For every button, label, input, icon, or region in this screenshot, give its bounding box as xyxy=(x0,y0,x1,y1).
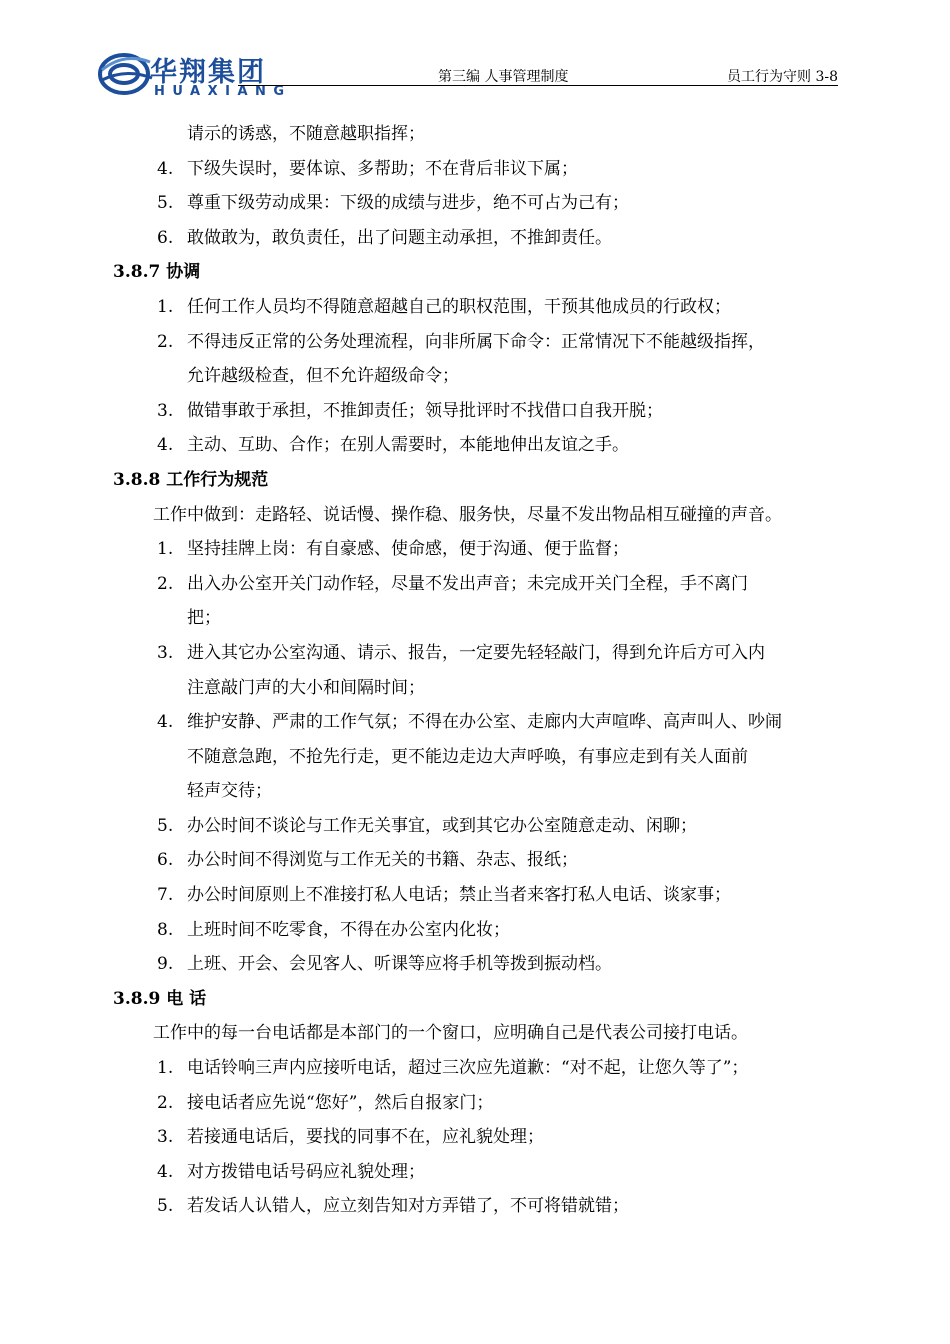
list-number: 5. xyxy=(157,815,174,836)
line-text: 请示的诱惑，不随意越职指挥； xyxy=(187,124,425,144)
list-item xyxy=(0,325,950,360)
list-text: 下级失误时，要体谅、多帮助；不在背后非议下属； xyxy=(187,158,578,179)
list-text: 维护安静、严肃的工作气氛；不得在办公室、走廊内大声喧哗、高声叫人、吵闹 xyxy=(187,712,782,733)
list-item xyxy=(0,1155,950,1190)
list-item xyxy=(0,636,950,671)
list-number: 9. xyxy=(157,954,174,975)
list-item xyxy=(0,394,950,429)
list-number: 4. xyxy=(157,435,174,456)
list-item-continuation xyxy=(0,117,950,152)
list-item xyxy=(0,290,950,325)
list-number: 8. xyxy=(157,919,174,940)
list-number: 4. xyxy=(157,158,174,179)
logo-english-name: HUAXIANG xyxy=(154,84,292,99)
list-number: 6. xyxy=(157,227,174,248)
line-text: 把； xyxy=(187,608,221,629)
section-heading xyxy=(0,982,950,1017)
list-text: 主动、互助、合作；在别人需要时，本能地伸出友谊之手。 xyxy=(187,435,629,456)
line-text: 不随意急跑，不抢先行走，更不能边走边大声呼唤，有事应走到有关人面前 xyxy=(187,746,748,767)
list-number: 3. xyxy=(157,400,174,421)
document-body xyxy=(0,117,950,1224)
list-number: 2. xyxy=(157,331,174,352)
list-text: 做错事敢于承担，不推卸责任；领导批评时不找借口自我开脱； xyxy=(187,400,663,421)
list-text: 尊重下级劳动成果：下级的成绩与进步，绝不可占为己有； xyxy=(187,193,629,214)
logo-chinese-name: 华翔集团 xyxy=(150,57,266,88)
list-item xyxy=(0,1120,950,1155)
list-item xyxy=(0,1086,950,1121)
section-heading-text: 3.8.9 电 话 xyxy=(113,988,207,1009)
line-text: 允许越级检查，但不允许超级命令； xyxy=(187,366,459,387)
line-text: 轻声交待； xyxy=(187,781,272,802)
list-item xyxy=(0,843,950,878)
section-title: 第三编 人事管理制度 xyxy=(438,69,569,85)
page-reference: 员工行为守则 3-8 xyxy=(727,69,838,85)
list-number: 3. xyxy=(157,642,174,663)
list-text: 上班时间不吃零食，不得在办公室内化妆； xyxy=(187,919,510,940)
list-text: 敢做敢为，敢负责任，出了问题主动承担，不推卸责任。 xyxy=(187,227,612,248)
list-item-continuation xyxy=(0,774,950,809)
list-item xyxy=(0,567,950,602)
list-item xyxy=(0,186,950,221)
list-number: 1. xyxy=(157,539,174,560)
list-text: 上班、开会、会见客人、听课等应将手机等拨到振动档。 xyxy=(187,954,612,975)
list-number: 5. xyxy=(157,193,174,214)
list-text: 进入其它办公室沟通、请示、报告，一定要先轻轻敲门，得到允许后方可入内 xyxy=(187,642,765,663)
list-text: 办公时间原则上不准接打私人电话；禁止当者来客打私人电话、谈家事； xyxy=(187,885,731,906)
list-number: 2. xyxy=(157,1092,174,1113)
paragraph xyxy=(0,1016,950,1051)
list-item xyxy=(0,1051,950,1086)
list-item xyxy=(0,221,950,256)
list-number: 3. xyxy=(157,1127,174,1148)
section-heading xyxy=(0,463,950,498)
list-item-continuation xyxy=(0,359,950,394)
list-number: 4. xyxy=(157,712,174,733)
section-heading-text: 3.8.8 工作行为规范 xyxy=(113,469,269,490)
list-text: 若发话人认错人，应立刻告知对方弄错了，不可将错就错； xyxy=(187,1196,629,1217)
list-item xyxy=(0,1189,950,1224)
list-text: 接电话者应先说“您好”，然后自报家门； xyxy=(187,1092,494,1113)
list-number: 7. xyxy=(157,885,174,906)
page-header xyxy=(98,38,838,100)
list-text: 任何工作人员均不得随意超越自己的职权范围，干预其他成员的行政权； xyxy=(187,296,731,317)
list-item xyxy=(0,809,950,844)
list-text: 电话铃响三声内应接听电话，超过三次应先道歉：“对不起，让您久等了”； xyxy=(187,1058,749,1079)
section-heading-text: 3.8.7 协调 xyxy=(113,262,201,283)
list-text: 办公时间不得浏览与工作无关的书籍、杂志、报纸； xyxy=(187,850,578,871)
list-item xyxy=(0,152,950,187)
list-item xyxy=(0,532,950,567)
company-logo xyxy=(98,44,292,100)
list-item xyxy=(0,428,950,463)
list-number: 4. xyxy=(157,1161,174,1182)
list-item-continuation xyxy=(0,671,950,706)
section-heading xyxy=(0,255,950,290)
list-text: 对方拨错电话号码应礼貌处理； xyxy=(187,1161,425,1182)
list-text: 办公时间不谈论与工作无关事宜，或到其它办公室随意走动、闲聊； xyxy=(187,815,697,836)
paragraph xyxy=(0,498,950,533)
list-item-continuation xyxy=(0,601,950,636)
line-text: 工作中做到：走路轻、说话慢、操作稳、服务快，尽量不发出物品相互碰撞的声音。 xyxy=(153,504,782,525)
list-text: 坚持挂牌上岗：有自豪感、使命感，便于沟通、便于监督； xyxy=(187,539,629,560)
list-text: 出入办公室开关门动作轻，尽量不发出声音；未完成开关门全程，手不离门 xyxy=(187,573,748,594)
list-text: 不得违反正常的公务处理流程，向非所属下命令：正常情况下不能越级指挥， xyxy=(187,331,765,352)
list-number: 5. xyxy=(157,1196,174,1217)
list-item xyxy=(0,878,950,913)
header-rule xyxy=(238,85,838,86)
list-item xyxy=(0,947,950,982)
list-text: 若接通电话后，要找的同事不在，应礼貌处理； xyxy=(187,1127,544,1148)
list-item xyxy=(0,913,950,948)
line-text: 注意敲门声的大小和间隔时间； xyxy=(187,677,425,698)
list-number: 1. xyxy=(157,1058,174,1079)
globe-swoosh-icon xyxy=(98,44,158,100)
list-number: 6. xyxy=(157,850,174,871)
line-text: 工作中的每一台电话都是本部门的一个窗口，应明确自己是代表公司接打电话。 xyxy=(153,1023,748,1044)
list-number: 1. xyxy=(157,296,174,317)
list-item-continuation xyxy=(0,740,950,775)
list-number: 2. xyxy=(157,573,174,594)
list-item xyxy=(0,705,950,740)
